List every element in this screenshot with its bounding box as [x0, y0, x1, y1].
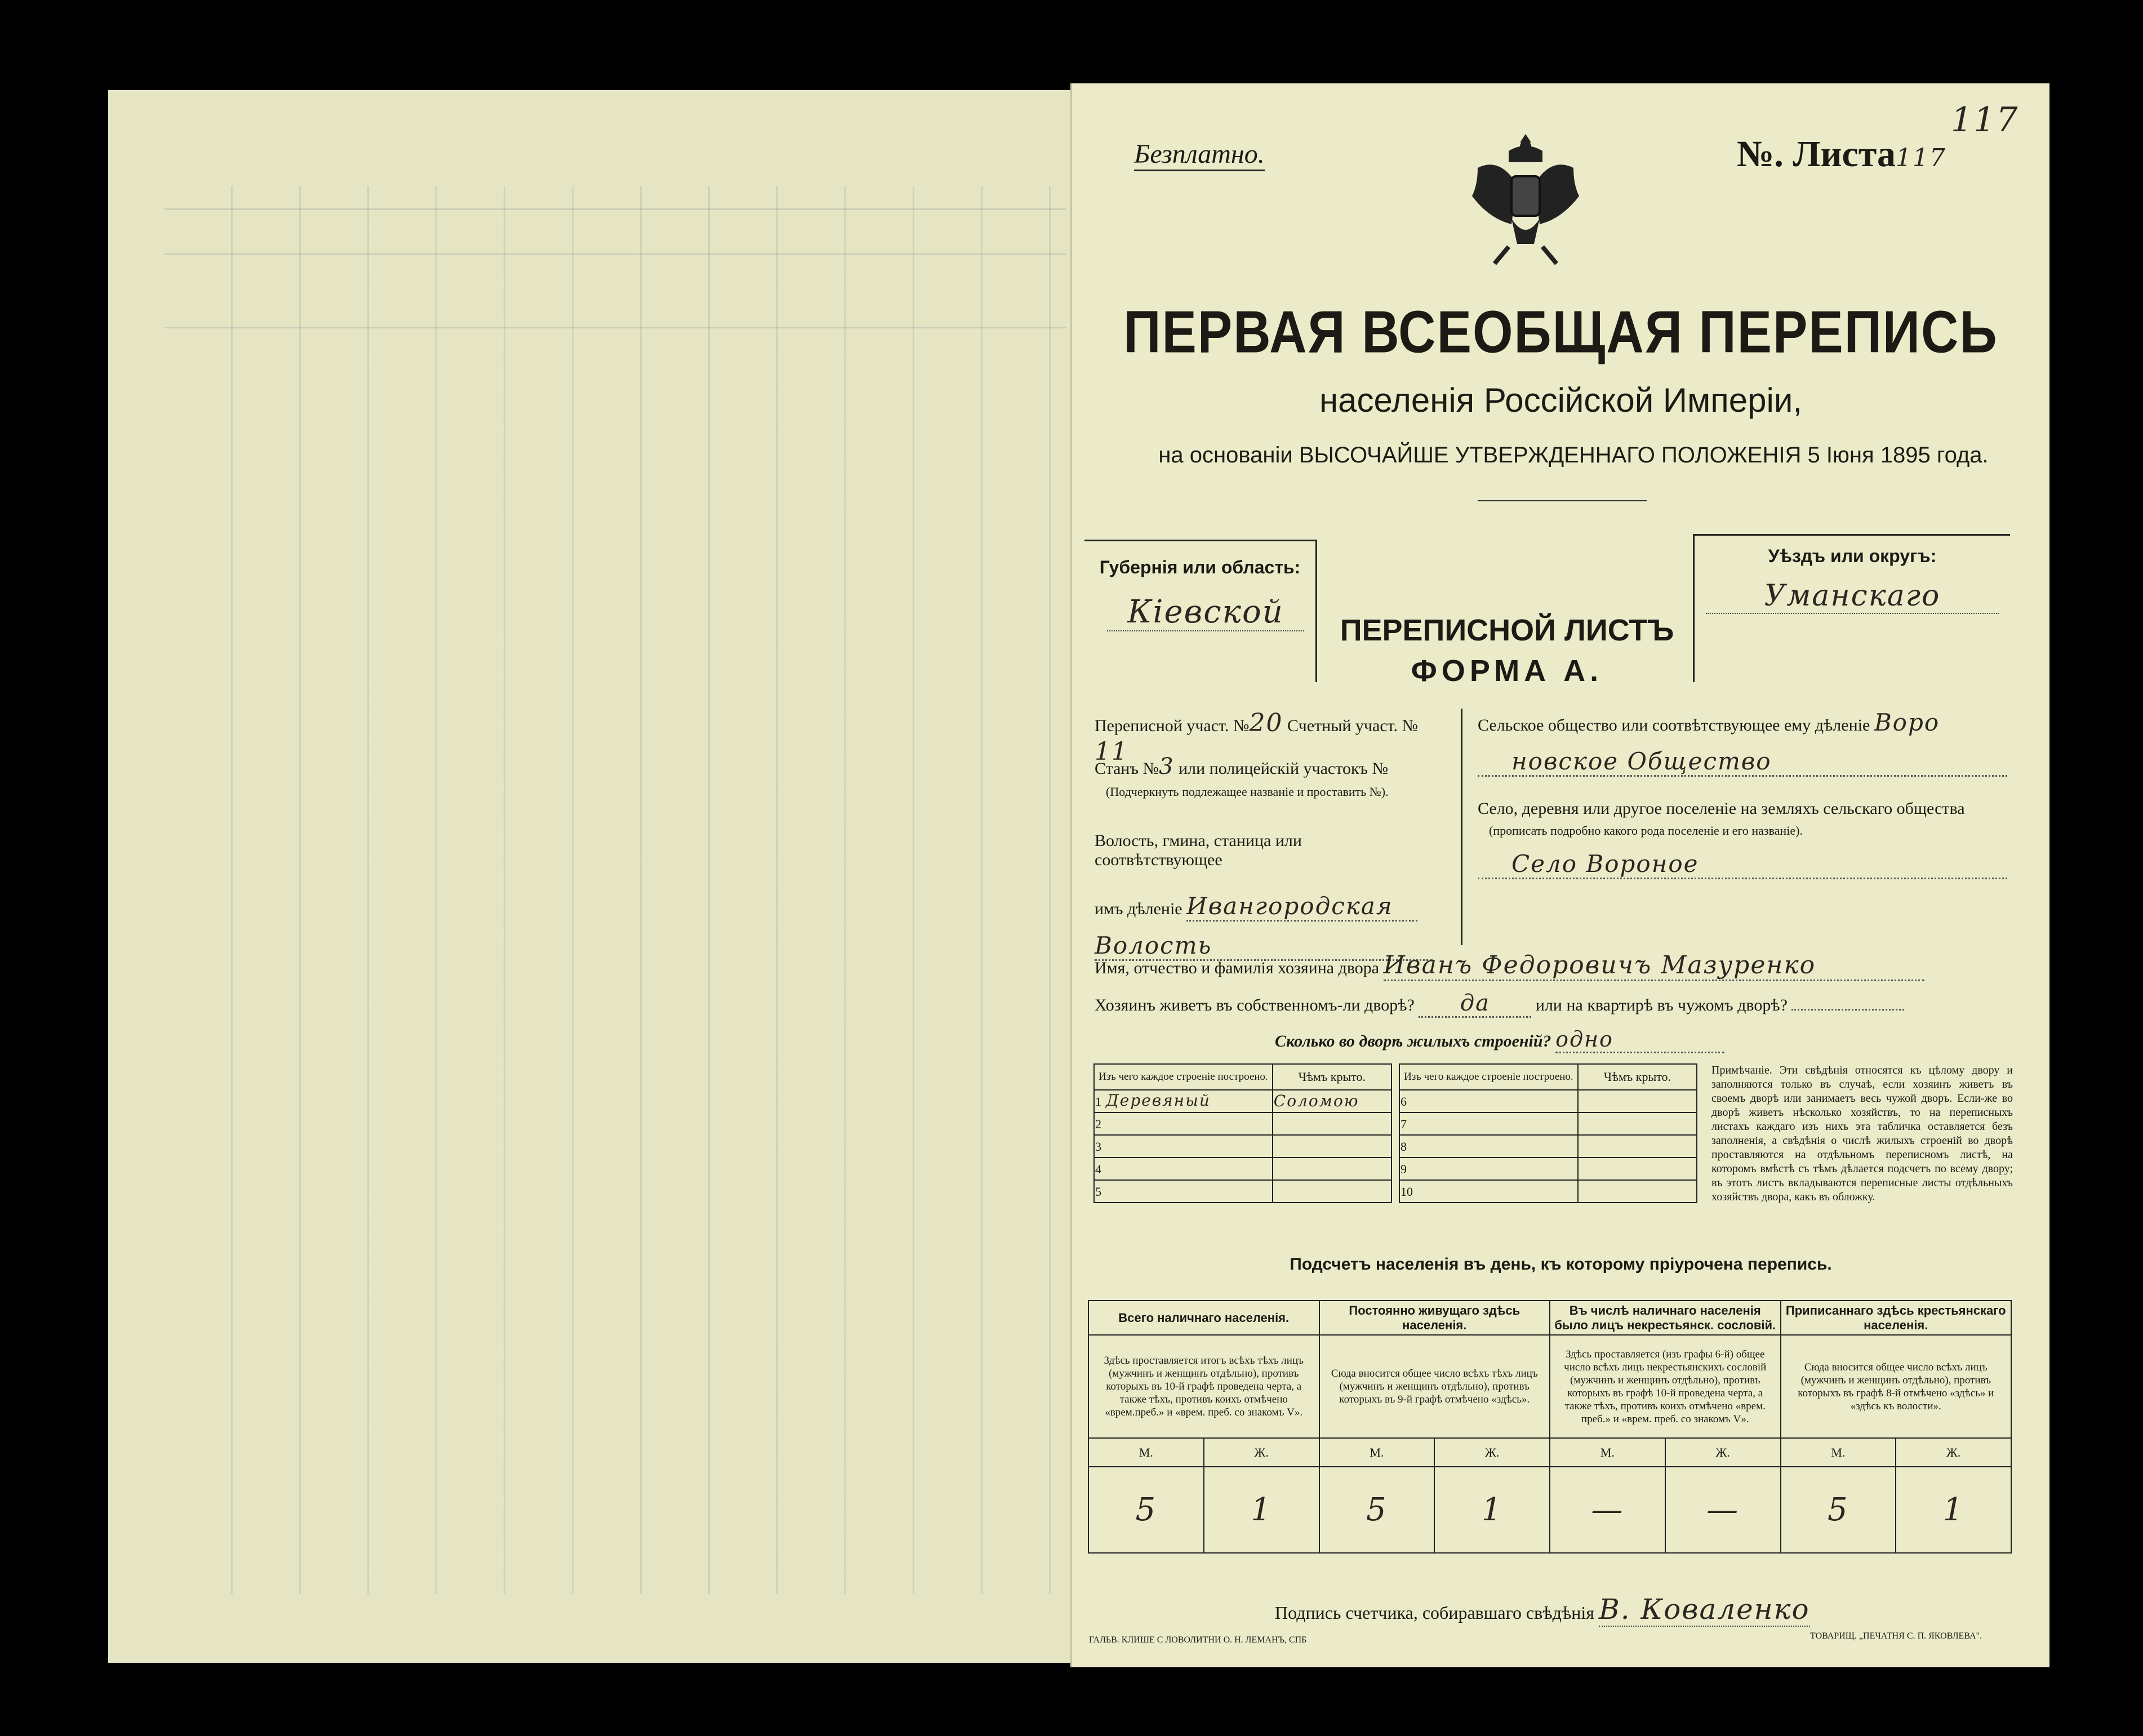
building-row-number: 6 — [1400, 1094, 1407, 1109]
building-row — [1399, 1158, 1697, 1180]
uezd-value: Уманскаго — [1706, 579, 1999, 614]
building-row-number: 7 — [1400, 1117, 1407, 1131]
rent-value — [1791, 1009, 1904, 1011]
count-column-desc: Сюда вносится общее число всѣхъ тѣхъ лицъ (мужчинъ и женщинъ отдѣльно), противъ которыхъ въ 9-й графѣ отмѣчено «здѣсь». — [1319, 1335, 1550, 1438]
form-header-row — [1084, 523, 2008, 692]
count-column-head: Постоянно живущаго здѣсь населенія. — [1319, 1301, 1550, 1335]
buildings-row — [1095, 1027, 2007, 1053]
perep-uchast-label: Переписной участ. № — [1095, 716, 1250, 735]
building-row — [1399, 1180, 1697, 1203]
building-material-cell — [1399, 1180, 1578, 1203]
bleed-through-line — [164, 327, 1066, 328]
owns-value: да — [1419, 990, 1531, 1018]
count-column-head: Въ числѣ наличнаго населенія было лицъ некрестьянск. сословій. — [1550, 1301, 1781, 1335]
building-material-cell — [1399, 1112, 1578, 1135]
bleed-through-line — [164, 253, 1066, 255]
building-material-cell — [1094, 1112, 1273, 1135]
stan-rest-label: или полицейскій участокъ № — [1179, 759, 1389, 778]
sheet-number: 117 — [1896, 144, 1947, 172]
owner-label: Имя, отчество и фамилія хозяина двора — [1095, 959, 1380, 977]
stan-label: Станъ № — [1095, 759, 1159, 778]
building-row-number: 2 — [1095, 1117, 1101, 1131]
sheet-label-text: №. Листа — [1737, 133, 1896, 175]
signature-label: Подпись счетчика, собиравшаго свѣдѣнія — [1275, 1603, 1595, 1623]
uezd-label: Уѣздъ или округъ: — [1768, 546, 1937, 566]
building-roof — [1273, 1112, 1391, 1135]
buildings-value: одно — [1555, 1027, 1724, 1053]
count-value-row — [1088, 1467, 2011, 1553]
owns-row — [1095, 990, 2007, 1018]
bleed-through-grid — [164, 186, 1066, 1594]
village-label: Село, деревня или другое поселеніе на земляхъ сельскаго общества — [1478, 799, 1965, 818]
male-count: 5 — [1088, 1467, 1204, 1553]
owns-label: Хозяинъ живетъ въ собственномъ-ли дворѣ? — [1095, 996, 1415, 1014]
imperial-eagle-emblem — [1455, 128, 1596, 275]
building-roof — [1273, 1180, 1391, 1203]
building-roof — [1578, 1158, 1697, 1180]
building-roof — [1273, 1135, 1391, 1158]
owner-value: Иванъ Федоровичъ Мазуренко — [1384, 951, 1924, 981]
uchast-row — [1095, 709, 1433, 766]
corner-sheet-number: 117 — [1951, 100, 2019, 140]
female-count: 1 — [1204, 1467, 1319, 1553]
building-roof — [1578, 1180, 1697, 1203]
count-title: Подсчетъ населенія въ день, къ которому пріурочена перепись. — [1290, 1255, 1832, 1274]
village-note: (прописать подробно какого рода поселеніе и его названіе). — [1489, 824, 1803, 838]
signature-row — [1275, 1593, 1810, 1626]
free-label: Безплатно. — [1134, 139, 1265, 171]
sheet-label — [1737, 133, 1946, 176]
building-roof — [1578, 1090, 1697, 1112]
gubernia-value: Кіевской — [1107, 594, 1304, 631]
female-label: Ж. — [1665, 1438, 1781, 1467]
count-column-desc: Здѣсь проставляется (изъ графы 6-й) общее число всѣхъ лицъ некрестьянскихъ сословій (мужчинъ и женщинъ отдѣльно), противъ которыхъ въ графѣ 10-й проведена черта, а также тѣхъ, противъ коихъ отмѣчено «врем. преб.» и «врем. преб. со знакомъ V». — [1550, 1335, 1781, 1438]
count-table — [1088, 1300, 2012, 1554]
building-material-cell — [1094, 1135, 1273, 1158]
society-row — [1478, 709, 2007, 736]
volost-value-line2: Волость — [1095, 932, 1433, 961]
col-roof: Чѣмъ крыто. — [1273, 1064, 1391, 1090]
building-roof — [1578, 1112, 1697, 1135]
volost-row — [1095, 892, 1433, 922]
female-count: — — [1665, 1467, 1781, 1553]
count-column-desc: Здѣсь проставляется итогъ всѣхъ тѣхъ лицъ (мужчинъ и женщинъ отдѣльно), противъ которыхъ въ 10-й графѣ проведена черта, а также тѣхъ, противъ коихъ отмѣчено «врем.преб.» и «врем. преб. со знакомъ V». — [1088, 1335, 1319, 1438]
count-column-desc: Сюда вносится общее число всѣхъ лицъ (мужчинъ и женщинъ отдѣльно), противъ которыхъ въ графѣ 8-й отмѣчено «здѣсь» и «здѣсь къ волости». — [1781, 1335, 2012, 1438]
building-row — [1094, 1180, 1391, 1203]
building-row-number: 8 — [1400, 1139, 1407, 1154]
rent-label: или на квартирѣ въ чужомъ дворѣ? — [1535, 996, 1788, 1014]
schet-uchast-value: 11 — [1095, 737, 1128, 766]
census-regulation: на основаніи ВЫСОЧАЙШЕ УТВЕРЖДЕННАГО ПОЛОЖЕНІЯ 5 Іюня 1895 года. — [1158, 443, 1989, 468]
female-count: 1 — [1434, 1467, 1550, 1553]
society-value-line1: Воро — [1874, 709, 1940, 736]
female-label: Ж. — [1434, 1438, 1550, 1467]
buildings-label: Сколько во дворѣ жилыхъ строеній? — [1275, 1032, 1551, 1050]
building-row-number: 9 — [1400, 1162, 1407, 1176]
count-column-head: Приписаннаго здѣсь крестьянскаго населенія. — [1781, 1301, 2012, 1335]
building-row — [1094, 1135, 1391, 1158]
count-desc-row — [1088, 1335, 2011, 1438]
schet-uchast-label: Счетный участ. № — [1287, 716, 1419, 735]
stan-note: (Подчеркнуть подлежащее названіе и проставить №). — [1106, 785, 1389, 799]
gubernia-label: Губернія или область: — [1099, 557, 1301, 577]
form-title — [1332, 610, 1682, 691]
volost-label-line1: Волость, гмина, станица или соотвѣтствующее — [1095, 831, 1302, 869]
stan-row — [1095, 754, 1433, 780]
male-count: — — [1550, 1467, 1665, 1553]
society-label: Сельское общество или соотвѣтствующее ему дѣленіе — [1478, 716, 1870, 735]
female-count: 1 — [1896, 1467, 2011, 1553]
building-roof — [1578, 1135, 1697, 1158]
buildings-table-right — [1399, 1063, 1697, 1203]
building-row-number: 10 — [1400, 1185, 1413, 1199]
building-material: Деревяный — [1106, 1091, 1211, 1110]
building-roof — [1273, 1158, 1391, 1180]
col-material: Изъ чего каждое строеніе построено. — [1399, 1064, 1578, 1090]
building-material-cell — [1094, 1090, 1273, 1112]
count-mf-row — [1088, 1438, 2011, 1467]
buildings-table-header — [1094, 1064, 1391, 1090]
right-fields — [1478, 709, 2007, 879]
male-label: М. — [1088, 1438, 1204, 1467]
society-value-line2: новское Общество — [1478, 747, 2007, 777]
footer-left: ГАЛЬВ. КЛИШЕ С ЛОВОЛИТНИ О. Н. ЛЕМАНЪ, СПБ — [1089, 1635, 1307, 1645]
field-divider — [1461, 709, 1462, 945]
male-label: М. — [1550, 1438, 1665, 1467]
building-row-number: 1 — [1095, 1094, 1101, 1109]
female-label: Ж. — [1896, 1438, 2011, 1467]
building-row — [1399, 1090, 1697, 1112]
census-form-page — [1070, 83, 2049, 1667]
uezd-box — [1693, 534, 2010, 682]
male-label: М. — [1319, 1438, 1435, 1467]
building-material-cell — [1094, 1180, 1273, 1203]
count-column-head: Всего наличнаго населенія. — [1088, 1301, 1319, 1335]
female-label: Ж. — [1204, 1438, 1319, 1467]
male-count: 5 — [1781, 1467, 1896, 1553]
village-value: Село Вороное — [1478, 850, 2007, 879]
footer-right: ТОВАРИЩ. „ПЕЧАТНЯ С. П. ЯКОВЛЕВА". — [1810, 1631, 1982, 1641]
form-title-line1: ПЕРЕПИСНОЙ ЛИСТЪ — [1340, 613, 1674, 647]
building-row-number: 5 — [1095, 1185, 1101, 1199]
bleed-through-line — [164, 208, 1066, 210]
stan-value: 3 — [1159, 754, 1175, 780]
ornament-divider — [1478, 500, 1647, 501]
building-row — [1094, 1090, 1391, 1112]
col-material: Изъ чего каждое строеніе построено. — [1094, 1064, 1273, 1090]
owner-fields — [1095, 951, 2007, 1053]
col-roof: Чѣмъ крыто. — [1578, 1064, 1697, 1090]
signature-value: В. Коваленко — [1599, 1593, 1810, 1626]
form-title-line2: ФОРМА А. — [1411, 654, 1603, 688]
male-count: 5 — [1319, 1467, 1435, 1553]
building-row-number: 3 — [1095, 1139, 1101, 1154]
male-label: М. — [1781, 1438, 1896, 1467]
building-material-cell — [1399, 1135, 1578, 1158]
building-row — [1399, 1112, 1697, 1135]
owner-row — [1095, 951, 2007, 981]
left-fields — [1095, 709, 1433, 961]
census-title: ПЕРВАЯ ВСЕОБЩАЯ ПЕРЕПИСЬ — [1123, 299, 1998, 366]
left-page — [108, 90, 1083, 1663]
volost-label-line2: имъ дѣленіе — [1095, 900, 1182, 918]
buildings-table-left — [1093, 1063, 1392, 1203]
building-row-number: 4 — [1095, 1162, 1101, 1176]
building-roof: Соломою — [1273, 1090, 1391, 1112]
building-material-cell — [1094, 1158, 1273, 1180]
buildings-table-header — [1399, 1064, 1697, 1090]
building-row — [1094, 1112, 1391, 1135]
perep-uchast-value: 20 — [1249, 709, 1283, 737]
building-material-cell — [1399, 1158, 1578, 1180]
note-text: Примѣчаніе. Эти свѣдѣнія относятся къ цѣлому двору и заполняются только въ случаѣ, если хозяинъ живетъ въ своемъ дворѣ или занимаетъ весь чужой дворъ. Если-же во дворѣ живетъ нѣсколько хозяйствъ, то на переписныхъ листахъ каждаго изъ нихъ эта табличка оставляется безъ заполненія, а свѣдѣнія о числѣ жилыхъ строеній во дворѣ проставляются на отдѣльномъ переписномъ листѣ, на которомъ вмѣстѣ съ тѣмъ дѣлается подсчетъ по всему двору; въ этотъ листъ вкладываются переписные листы отдѣльныхъ хозяйствъ двора, какъ въ обложку. — [1711, 1064, 2013, 1203]
building-material-cell — [1399, 1090, 1578, 1112]
building-row — [1094, 1158, 1391, 1180]
building-row — [1399, 1135, 1697, 1158]
count-head-row — [1088, 1301, 2011, 1335]
census-subtitle: населенія Россійской Имперіи, — [1319, 381, 1803, 419]
gubernia-box — [1084, 540, 1317, 682]
volost-value-line1: Ивангородская — [1186, 892, 1417, 922]
